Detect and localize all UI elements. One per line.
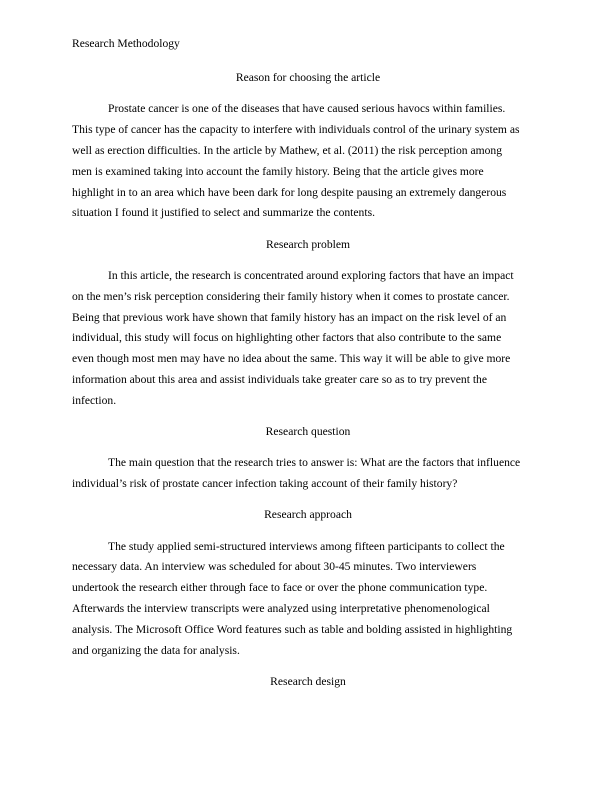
text-line: Prostate cancer is one of the diseases that have caused serious havocs within families. [108, 102, 506, 116]
text-line: Being that previous work have shown that family history has an impact on the risk level of an [72, 310, 507, 324]
text-line: necessary data. An interview was scheduled for about 30-45 minutes. Two interviewers [72, 560, 477, 574]
paragraph [72, 453, 544, 495]
section-heading: Research approach [264, 508, 352, 522]
text-line: on the men’s risk perception considering their family history when it comes to prostate cancer. [72, 289, 510, 303]
text-line: undertook the research either through face to face or over the phone communication type. [72, 581, 488, 595]
text-line: highlight in to an area which have been dark for long despite pausing an extremely dangerous [72, 185, 507, 199]
section-heading: Research question [265, 424, 351, 438]
section-heading: Research problem [265, 237, 351, 251]
section-heading: Reason for choosing the article [235, 71, 381, 84]
text-line: situation I found it justified to select and summarize the contents. [72, 206, 375, 220]
section-heading: Research design [270, 674, 346, 688]
text-line: infection. [72, 393, 117, 407]
text-line: individual, this study will focus on highlighting other factors that also contribute to the same [72, 331, 502, 345]
document-body [72, 68, 544, 703]
text-line: well as erection difficulties. In the article by Mathew, et al. (2011) the risk perception among [72, 143, 503, 157]
paragraph [72, 537, 544, 662]
text-line: individual’s risk of prostate cancer infection taking account of their family history? [72, 477, 458, 491]
text-line: information about this area and assist individuals take greater care so as to try prevent the [72, 372, 487, 386]
text-line: men is examined taking into account the family history. Being that the article gives more [72, 164, 484, 178]
text-line: In this article, the research is concentrated around exploring factors that have an impact [108, 268, 514, 282]
text-line: and organizing the data for analysis. [72, 643, 240, 657]
text-line: analysis. The Microsoft Office Word features such as table and bolding assisted in highlighting [72, 622, 513, 636]
paragraph [72, 266, 544, 412]
text-line: The main question that the research tries to answer is: What are the factors that influence [108, 456, 521, 470]
text-line: even though most men may have no idea about the same. This way it will be able to give more [72, 352, 511, 366]
text-line: The study applied semi-structured interviews among fifteen participants to collect the [108, 539, 505, 553]
text-line: Afterwards the interview transcripts were analyzed using interpretative phenomenological [72, 602, 490, 616]
paragraph [72, 99, 544, 224]
text-line: This type of cancer has the capacity to interfere with individuals control of the urinary system as [72, 123, 520, 137]
running-header: Research Methodology [72, 37, 180, 50]
